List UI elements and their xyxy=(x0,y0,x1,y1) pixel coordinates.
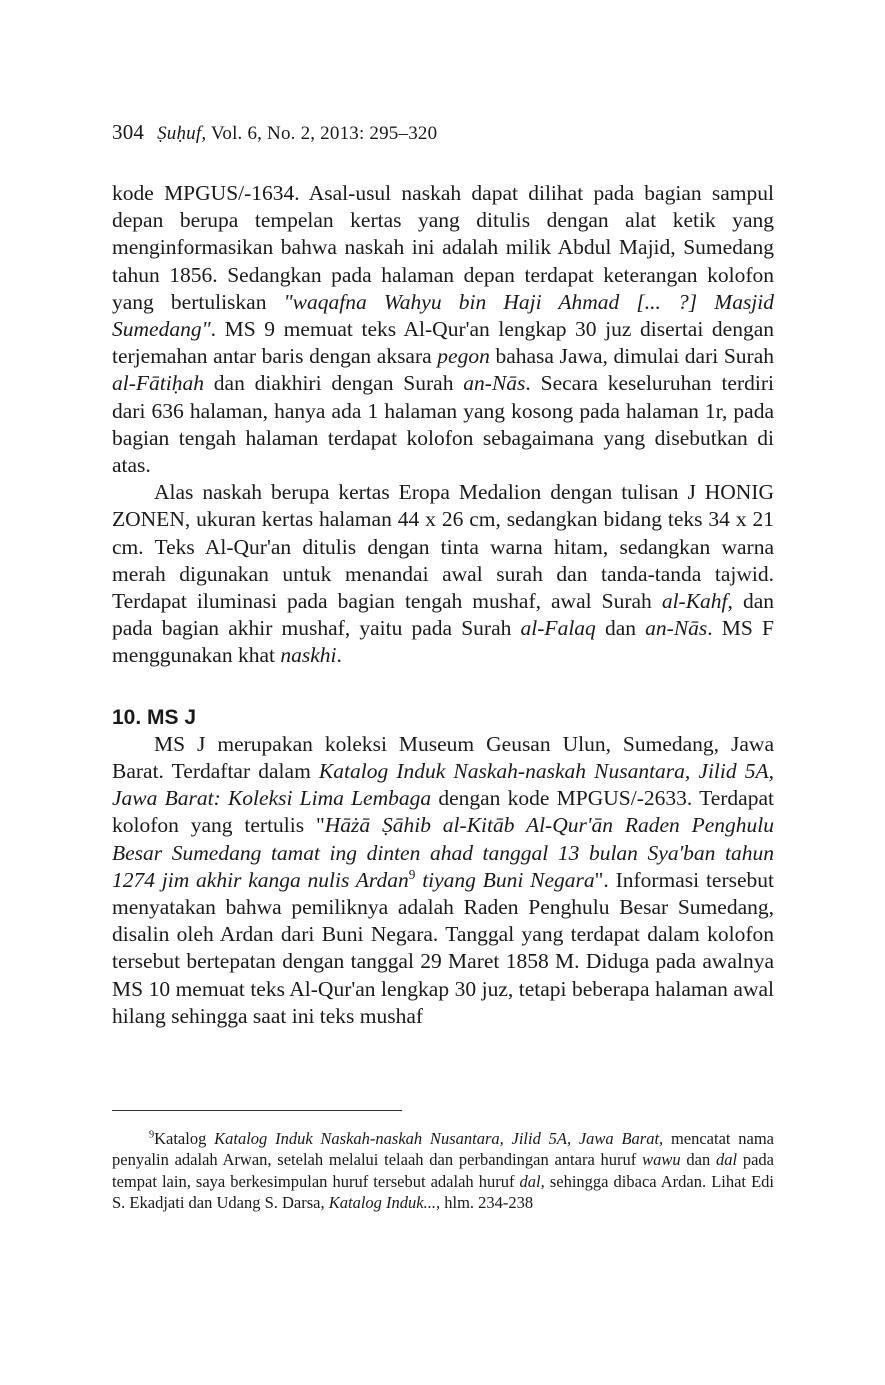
paragraph-2 xyxy=(112,479,774,669)
italic-run: an-Nās xyxy=(645,616,708,641)
italic-run: "waqafna Wahyu bin Haji Ahmad [... ?] Masjid Sumedang" xyxy=(112,289,775,342)
text-run: MS J merupakan koleksi Museum Geusan Ulun, Sumedang, Jawa Barat. Terdaftar dalam xyxy=(112,731,774,784)
italic-run: an-Nās xyxy=(463,371,526,396)
italic-run: pegon xyxy=(437,344,490,369)
footnote-ref[interactable]: 9 xyxy=(408,866,416,882)
body-text xyxy=(112,180,774,1030)
text-run: dan xyxy=(595,616,646,641)
section-heading: 10. MS J xyxy=(112,705,197,729)
text-run: bahasa Jawa, dimulai dari Surah xyxy=(489,344,774,369)
italic-run: Katalog Induk..., xyxy=(328,1193,441,1213)
running-header xyxy=(112,120,437,145)
text-run: . MS 9 memuat teks Al-Qur'an lengkap 30 juz disertai dengan terjemahan antar baris dengan aksara xyxy=(112,317,774,369)
footnote-9 xyxy=(112,1128,774,1214)
text-run: mencatat nama penyalin adalah Arwan, setelah melalui telaah dan perbandingan antara huruf xyxy=(112,1129,775,1170)
text-run: . MS F menggunakan khat xyxy=(112,616,774,668)
text-run: sehingga dibaca Ardan. Lihat Edi S. Ekadjati dan Udang S. Darsa, xyxy=(112,1171,774,1213)
text-run: hlm. 234-238 xyxy=(440,1193,534,1213)
italic-run: Hāżā Ṣāhib al-Kitāb Al-Qur'ān Raden Penghulu Besar Sumedang tamat ing dinten ahad tanggal 13 bulan Sya'ban tahun 1274 jim akhir kanga nulis Ardan xyxy=(112,813,774,892)
footnote-mark: 9 xyxy=(149,1129,155,1141)
volume-info: Vol. 6, No. 2, 2013: 295–320 xyxy=(210,123,438,144)
paragraph-1 xyxy=(112,180,774,479)
text-run: kode MPGUS/-1634. Asal-usul naskah dapat dilihat pada bagian sampul depan berupa tempelan kertas yang ditulis dengan alat ketik yang menginformasikan bahwa naskah ini adalah milik Abdul Majid, Sumedang tahun 1856. Sedangkan pada halaman depan terdapat keterangan kolofon yang bertuliskan xyxy=(112,181,774,314)
page-number: 304 xyxy=(112,120,145,144)
text-run: ". Informasi tersebut menyatakan bahwa pemiliknya adalah Raden Penghulu Besar Sumedang, disalin oleh Ardan dari Buni Negara. Tanggal yang terdapat dalam kolofon tersebut bertepatan dengan tanggal 29 Maret 1858 M. Diduga pada awalnya MS 10 memuat teks Al-Qur'an lengkap 30 juz, tetapi beberapa halaman awal hilang sehingga saat ini teks mushaf xyxy=(112,867,774,1028)
paragraph-3 xyxy=(112,731,774,1030)
italic-run: Katalog Induk Naskah-naskah Nusantara, Jilid 5A, Jawa Barat: Koleksi Lima Lembaga xyxy=(112,759,774,811)
text-run: . xyxy=(336,643,342,668)
italic-run: al-Kahf xyxy=(661,589,728,614)
italic-run: wawu xyxy=(642,1150,681,1170)
italic-run: naskhi xyxy=(280,643,337,668)
italic-run: tiyang Buni Negara xyxy=(415,867,595,892)
journal-name: Ṣuḥuf, xyxy=(157,123,207,144)
text-run: dan xyxy=(680,1150,716,1170)
text-run: , dan pada bagian akhir mushaf, yaitu pada Surah xyxy=(112,589,774,641)
italic-run: dal, xyxy=(519,1171,545,1191)
text-run: . Secara keseluruhan terdiri dari 636 halaman, hanya ada 1 halaman yang kosong pada halaman 1r, pada bagian tengah halaman terdapat kolofon sebagaimana yang disebutkan di atas. xyxy=(112,371,774,478)
footnote xyxy=(112,1128,774,1214)
text-run: dengan kode MPGUS/-2633. Terdapat kolofon yang tertulis " xyxy=(112,786,774,838)
italic-run: al-Fātiḥah xyxy=(112,371,204,396)
italic-run: dal xyxy=(715,1150,738,1170)
text-run: Katalog xyxy=(154,1129,215,1148)
italic-run: al-Falaq xyxy=(520,616,596,641)
text-run: Alas naskah berupa kertas Eropa Medalion dengan tulisan J HONIG ZONEN, ukuran kertas halaman 44 x 26 cm, sedangkan bidang teks 34 x 21 cm. Teks Al-Qur'an ditulis dengan tinta warna hitam, sedangkan warna merah digunakan untuk menandai awal surah dan tanda-tanda tajwid. Terdapat iluminasi pada bagian tengah mushaf, awal Surah xyxy=(112,480,774,614)
text-run: dan diakhiri dengan Surah xyxy=(203,371,464,396)
italic-run: Katalog Induk Naskah-naskah Nusantara, Jilid 5A, Jawa Barat, xyxy=(214,1129,664,1148)
footnote-divider xyxy=(112,1110,402,1111)
text-run: pada tempat lain, saya berkesimpulan huruf tersebut adalah huruf xyxy=(112,1150,774,1191)
